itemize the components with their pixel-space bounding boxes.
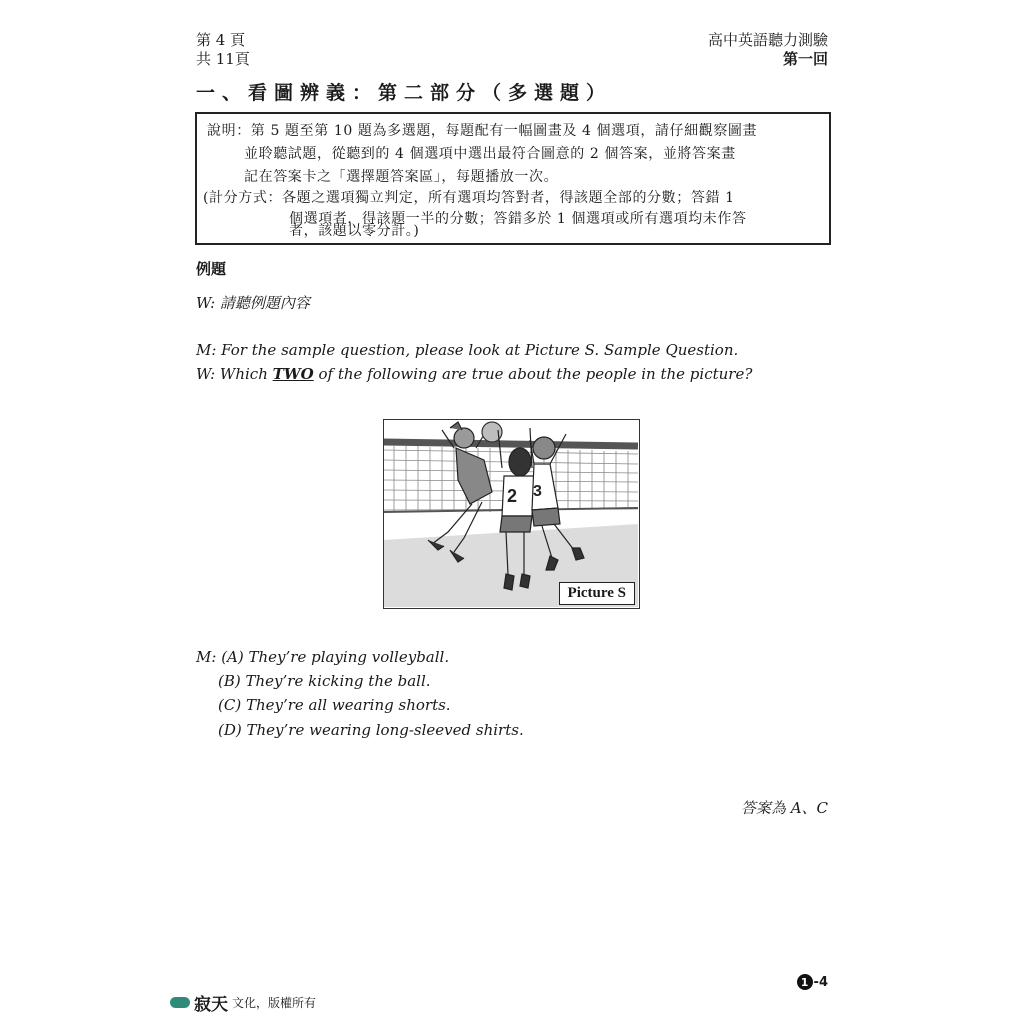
page-number-circle: 1 [797, 974, 813, 990]
instruction-line-1: 說明：第 5 題至第 10 題為多選題，每題配有一幅圖畫及 4 個選項，請仔細觀察圖畫 [207, 123, 758, 139]
choice-c: (C) They’re all wearing shorts. [218, 696, 451, 714]
question-prefix: W: Which [196, 365, 273, 383]
publisher-logo [170, 990, 316, 1015]
script-woman-intro: W: 請聽例題內容 [196, 294, 310, 312]
instruction-line-6: 者，該題以零分計。) [289, 223, 420, 239]
example-label: 例題 [196, 260, 227, 278]
jersey-number-2: 2 [507, 486, 518, 506]
publisher-copyright: 文化，版權所有 [232, 996, 317, 1010]
page-header-right [708, 31, 828, 69]
volleyball-illustration [384, 420, 638, 607]
test-name: 高中英語聽力測驗 [707, 31, 828, 49]
question-two-emphasis: TWO [272, 365, 314, 383]
publisher-brand: 寂天 [194, 995, 228, 1015]
answer-text: 答案為 A、C [740, 799, 828, 817]
instruction-line-4: (計分方式：各題之選項獨立判定，所有選項均答對者，得該題全部的分數；答錯 1 [203, 190, 735, 206]
page-number-suffix: -4 [813, 974, 828, 990]
total-pages-line: 共 11頁 [196, 50, 250, 68]
picture-label: Picture S [559, 582, 635, 605]
instruction-box [195, 112, 831, 245]
instruction-line-5: 個選項者，得該題一半的分數；答錯多於 1 個選項或所有選項均未作答 [289, 211, 747, 227]
choice-b: (B) They’re kicking the ball. [218, 672, 431, 690]
choice-speaker: M: [196, 648, 222, 666]
choice-a-row [196, 648, 449, 666]
page-header-left [196, 31, 250, 69]
round-label: 第一回 [782, 50, 828, 68]
section-title: 一、看圖辨義：第二部分（多選題） [196, 82, 613, 104]
question-suffix: of the following are true about the people in the picture? [313, 365, 753, 383]
publisher-badge-icon [170, 997, 190, 1008]
choice-d: (D) They’re wearing long-sleeved shirts. [218, 721, 524, 739]
instruction-line-2: 並聆聽試題，從聽到的 4 個選項中選出最符合圖意的 2 個答案，並將答案畫 [244, 146, 736, 162]
choice-a: (A) They’re playing volleyball. [221, 648, 450, 666]
jersey-number-3: 3 [533, 483, 542, 500]
script-woman-question [196, 365, 752, 383]
page-number [797, 974, 828, 990]
instruction-line-3: 記在答案卡之「選擇題答案區」，每題播放一次。 [244, 169, 559, 185]
script-man-line: M: For the sample question, please look at Picture S. Sample Question. [196, 341, 739, 359]
picture-s [383, 419, 640, 609]
page-number-line: 第 4 頁 [196, 31, 246, 49]
